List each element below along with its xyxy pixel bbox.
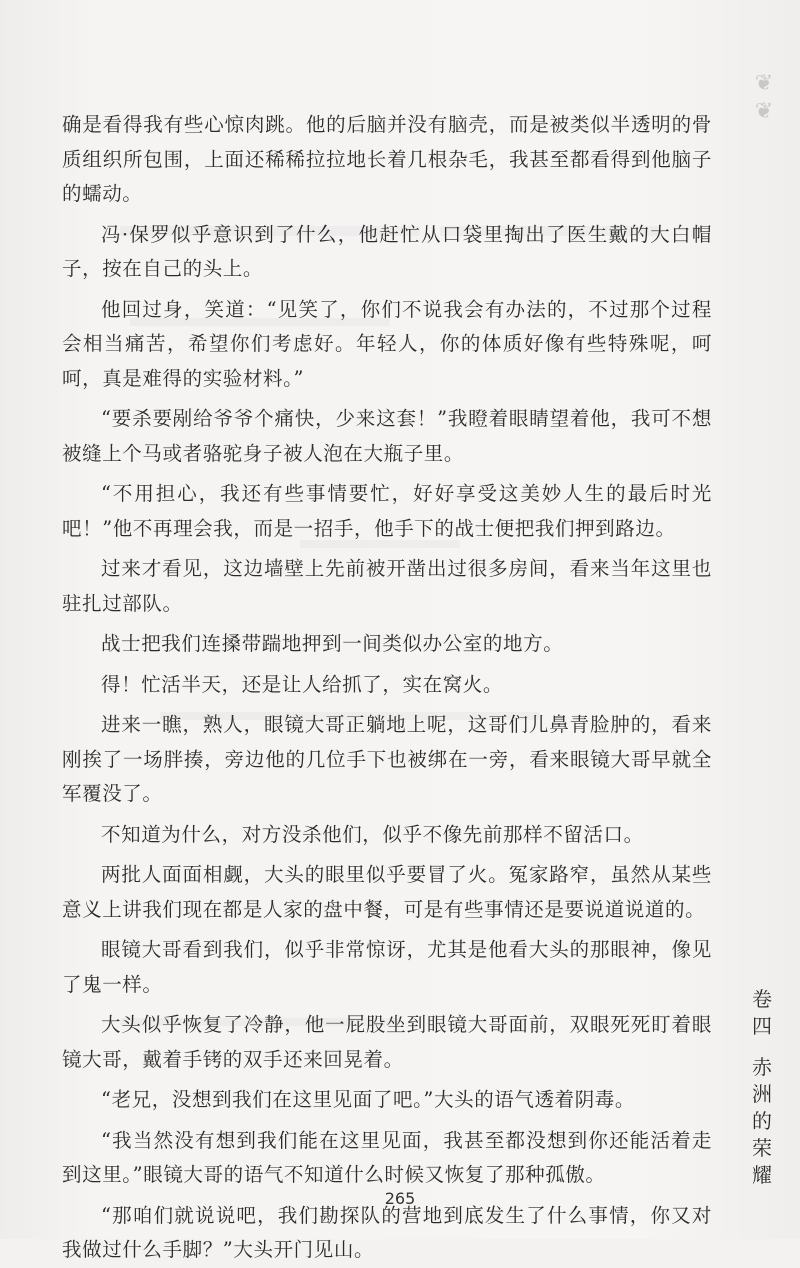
paragraph: “那咱们就说说吧，我们勘探队的营地到底发生了什么事情，你又对我做过什么手脚？”大头开门见山。 xyxy=(62,1203,712,1261)
running-title-char: 洲 xyxy=(752,1082,772,1106)
paragraph: 过来才看见，这边墙壁上先前被开凿出过很多房间，看来当年这里也驻扎过部队。 xyxy=(62,557,712,615)
paragraph: 不知道为什么，对方没杀他们，似乎不像先前那样不留活口。 xyxy=(101,822,644,846)
paragraph: 进来一瞧，熟人，眼镜大哥正躺地上呢，这哥们儿鼻青脸肿的，看来刚挨了一场胖揍，旁边他的几位手下也被绑在一旁，看来眼镜大哥早就全军覆没了。 xyxy=(62,713,712,805)
page-number: 265 xyxy=(384,1189,416,1208)
paragraph: “要杀要剐给爷爷个痛快，少来这套！”我瞪着眼睛望着他，我可不想被缝上个马或者骆驼身子被人泡在大瓶子里。 xyxy=(62,407,712,465)
paragraph: 眼镜大哥看到我们，似乎非常惊讶，尤其是他看大头的那眼神，像见了鬼一样。 xyxy=(62,938,712,996)
paragraph: “不用担心，我还有些事情要忙，好好享受这美妙人生的最后时光吧！”他不再理会我，而是一招手，他手下的战士便把我们押到路边。 xyxy=(62,482,712,540)
body-text xyxy=(62,108,712,1268)
paragraph: 得！忙活半天，还是让人给抓了，实在窝火。 xyxy=(101,672,504,696)
paragraph: 两批人面面相觑，大头的眼里似乎要冒了火。冤家路窄，虽然从某些意义上讲我们现在都是人家的盘中餐，可是有些事情还是要说道说道的。 xyxy=(62,863,712,921)
running-title-char: 卷 xyxy=(752,987,772,1011)
paragraph: 确是看得我有些心惊肉跳。他的后脑并没有脑壳，而是被类似半透明的骨质组织所包围，上面还稀稀拉拉地长着几根杂毛，我甚至都看得到他脑子的蠕动。 xyxy=(62,113,712,205)
running-title-char: 赤 xyxy=(752,1055,772,1079)
ornament-icon: ❦ ❦ xyxy=(754,71,774,124)
paragraph: 他回过身，笑道：“见笑了，你们不说我会有办法的，不过那个过程会相当痛苦，希望你们考虑好。年轻人，你的体质好像有些特殊呢，呵呵，真是难得的实验材料。” xyxy=(62,297,712,390)
running-title-char: 耀 xyxy=(752,1163,772,1187)
running-title-char: 四 xyxy=(752,1014,772,1038)
paragraph: “老兄，没想到我们在这里见面了吧。”大头的语气透着阴毒。 xyxy=(101,1088,635,1111)
paragraph: “我当然没有想到我们能在这里见面，我甚至都没想到你还能活着走到这里。”眼镜大哥的语气不知道什么时候又恢复了那种孤傲。 xyxy=(62,1128,712,1186)
paragraph: 大头似乎恢复了冷静，他一屁股坐到眼镜大哥面前，双眼死死盯着眼镜大哥，戴着手铐的双手还来回晃着。 xyxy=(62,1013,712,1071)
running-title xyxy=(742,986,782,1189)
running-title-char: 荣 xyxy=(752,1136,772,1160)
paragraph: 战士把我们连搡带踹地押到一间类似办公室的地方。 xyxy=(101,632,564,655)
paragraph: 冯·保罗似乎意识到了什么，他赶忙从口袋里掏出了医生戴的大白帽子，按在自己的头上。 xyxy=(62,222,712,280)
running-title-char: 的 xyxy=(752,1109,772,1133)
